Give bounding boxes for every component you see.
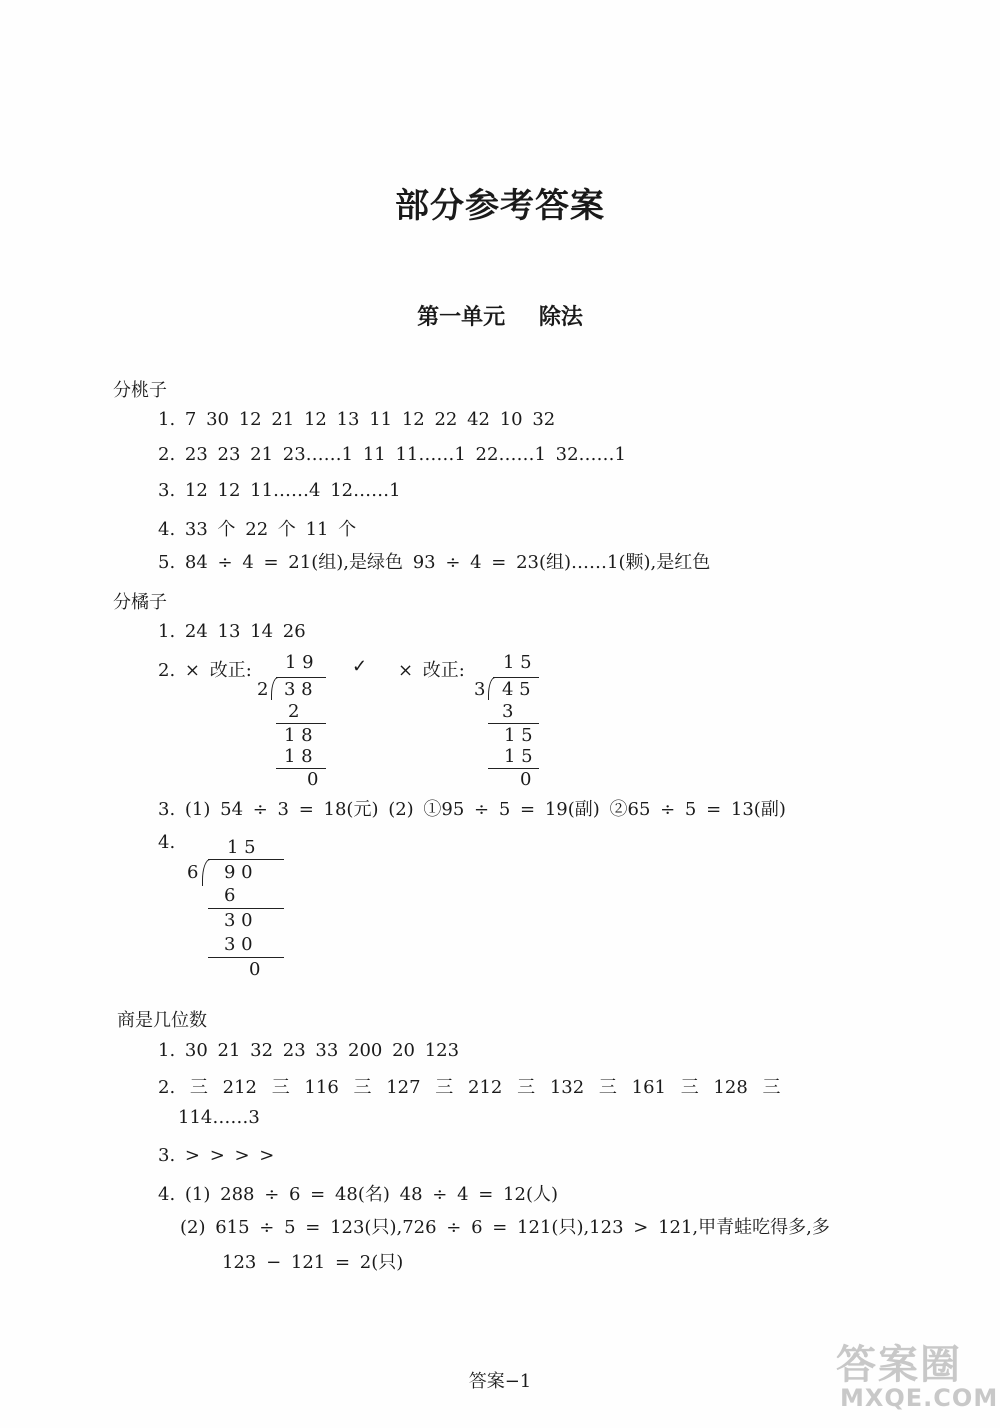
section-heading-quotient-digits: 商是几位数	[117, 1010, 207, 1031]
division-bar	[493, 677, 539, 678]
division-bracket	[488, 677, 495, 700]
division-dividend: 4 5	[502, 679, 531, 700]
division-dividend: 9 0	[224, 862, 253, 883]
division-bar	[208, 859, 284, 860]
division-bar	[276, 677, 326, 678]
answer-line: 2. 三 212 三 116 三 127 三 212 三 132 三 161 三 128 三	[158, 1077, 781, 1098]
section-heading-oranges: 分橘子	[113, 592, 167, 613]
division-step: 1 8	[284, 725, 313, 746]
answer-line: 2. × 改正:	[158, 660, 252, 681]
division-line	[276, 768, 326, 769]
check-mark: ✓	[352, 656, 368, 677]
division-line	[208, 957, 284, 958]
division-step: 3 0	[224, 910, 253, 931]
section-heading-peaches: 分桃子	[113, 380, 167, 401]
answer-line: 114……3	[178, 1107, 260, 1128]
answer-line: 4. (1) 288 ÷ 6 = 48(名) 48 ÷ 4 = 12(人)	[158, 1184, 559, 1205]
division-line	[276, 723, 326, 724]
division-step: 1 5	[504, 746, 533, 767]
answer-line: 123 − 121 = 2(只)	[222, 1252, 404, 1273]
division-divisor: 3	[474, 679, 486, 700]
division-dividend: 3 8	[284, 679, 313, 700]
division-line	[208, 908, 284, 909]
division-step: 1 5	[504, 725, 533, 746]
division-quotient: 1 5	[227, 837, 256, 858]
page-title: 部分参考答案	[395, 186, 605, 226]
division-divisor: 2	[257, 679, 269, 700]
division-step: 6	[224, 885, 236, 906]
division-step: 2	[288, 701, 300, 722]
answer-line: 4. 33 个 22 个 11 个	[158, 519, 357, 540]
watermark-url: MXQE.COM	[840, 1384, 999, 1412]
division-line	[488, 723, 539, 724]
page-number: 答案−1	[468, 1371, 532, 1392]
division-quotient: 1 5	[503, 652, 532, 673]
answer-line: (2) 615 ÷ 5 = 123(只),726 ÷ 6 = 121(只),123 > 121,甲青蛙吃得多,多	[180, 1217, 830, 1238]
answer-line: 1. 30 21 32 23 33 200 20 123	[158, 1040, 460, 1061]
division-step: 1 8	[284, 746, 313, 767]
division-remainder: 0	[520, 769, 532, 790]
answer-line: 1. 24 13 14 26	[158, 621, 306, 642]
division-remainder: 0	[249, 959, 261, 980]
answer-line: × 改正:	[398, 660, 465, 681]
answer-line: 3. > > > >	[158, 1145, 275, 1166]
answer-line: 1. 7 30 12 21 12 13 11 12 22 42 10 32	[158, 409, 556, 430]
answer-line: 5. 84 ÷ 4 = 21(组),是绿色 93 ÷ 4 = 23(组)……1(颗),是红色	[158, 552, 711, 573]
division-bracket	[271, 677, 278, 700]
unit-title: 第一单元 除法	[417, 305, 583, 330]
division-remainder: 0	[307, 769, 319, 790]
answer-line: 3. 12 12 11……4 12……1	[158, 480, 401, 501]
answer-line: 4.	[158, 832, 176, 853]
division-step: 3 0	[224, 934, 253, 955]
division-bracket	[202, 859, 210, 886]
division-divisor: 6	[187, 862, 199, 883]
division-quotient: 1 9	[285, 652, 314, 673]
answer-line: 3. (1) 54 ÷ 3 = 18(元) (2) ①95 ÷ 5 = 19(副) ②65 ÷ 5 = 13(副)	[158, 799, 786, 820]
division-step: 3	[502, 701, 514, 722]
watermark-logo: 答案圈	[836, 1342, 962, 1388]
answer-line: 2. 23 23 21 23……1 11 11……1 22……1 32……1	[158, 444, 626, 465]
